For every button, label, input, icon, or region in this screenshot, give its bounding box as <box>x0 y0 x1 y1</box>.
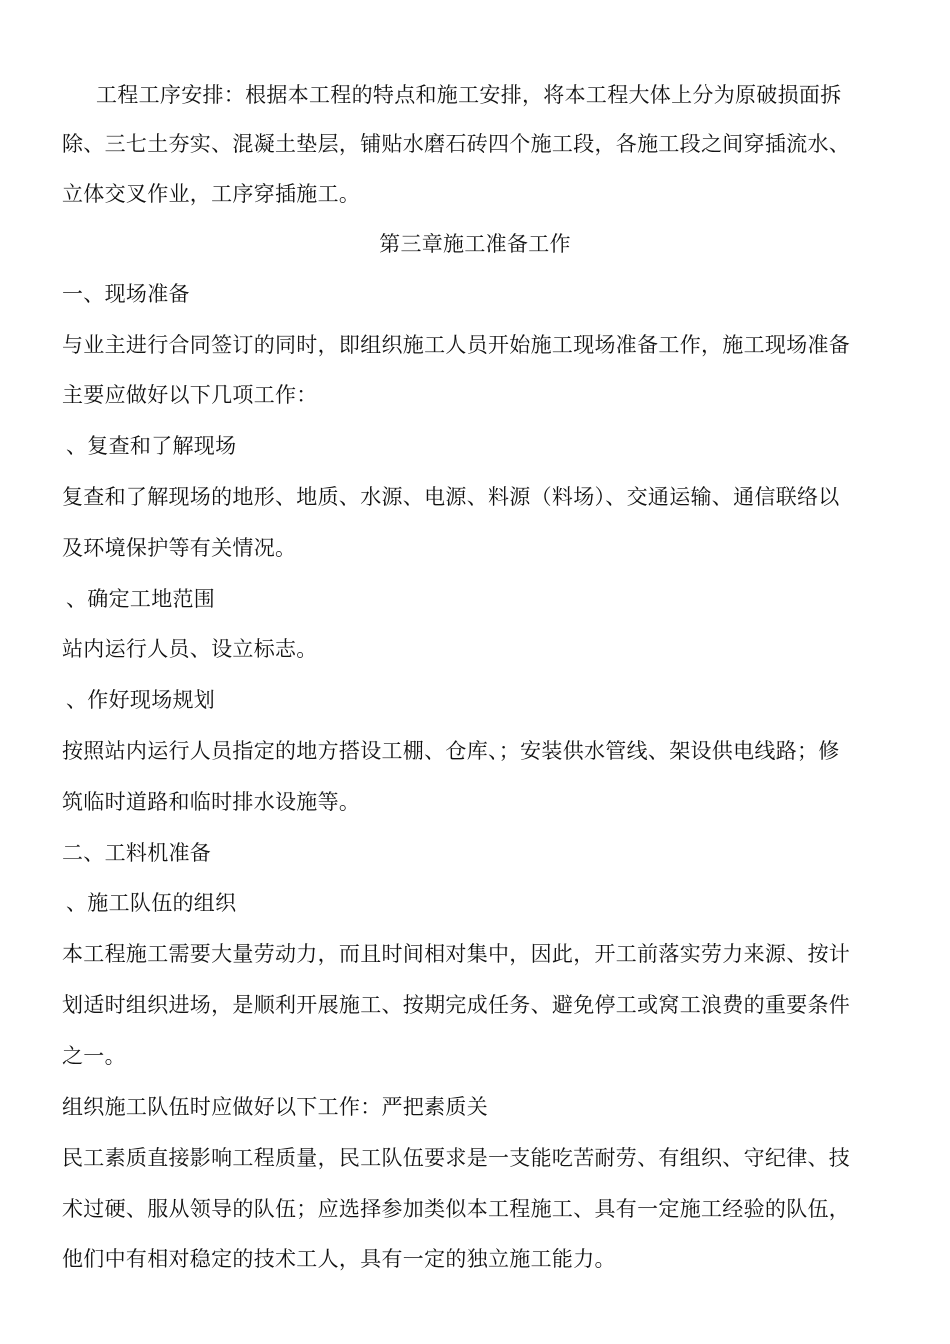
subsection-heading: 、确定工地范围 <box>66 587 216 611</box>
paragraph-line: 按照站内运行人员指定的地方搭设工棚、仓库、；安装供水管线、架设供电线路；修 <box>62 739 840 763</box>
paragraph-line: 筑临时道路和临时排水设施等。 <box>62 790 361 814</box>
paragraph-line: 术过硬、服从领导的队伍；应选择参加类似本工程施工、具有一定施工经验的队伍， <box>62 1197 851 1221</box>
paragraph-line: 及环境保护等有关情况。 <box>62 536 297 560</box>
chapter-heading: 第三章施工准备工作 <box>379 232 571 256</box>
paragraph-line: 与业主进行合同签订的同时，即组织施工人员开始施工现场准备工作，施工现场准备 <box>62 333 851 357</box>
section-heading: 二、工料机准备 <box>62 841 212 865</box>
paragraph-line: 工程工序安排：根据本工程的特点和施工安排，将本工程大体上分为原破损面拆 <box>96 83 842 107</box>
paragraph-line: 除、三七土夯实、混凝土垫层，铺贴水磨石砖四个施工段，各施工段之间穿插流水、 <box>62 132 851 156</box>
paragraph-line: 之一。 <box>62 1044 126 1068</box>
paragraph-line: 组织施工队伍时应做好以下工作：严把素质关 <box>62 1095 488 1119</box>
subsection-heading: 、复查和了解现场 <box>66 434 237 458</box>
paragraph-line: 他们中有相对稳定的技术工人，具有一定的独立施工能力。 <box>62 1247 616 1271</box>
paragraph-line: 立体交叉作业，工序穿插施工。 <box>62 182 361 206</box>
subsection-heading: 、施工队伍的组织 <box>66 891 237 915</box>
section-heading: 一、现场准备 <box>62 282 190 306</box>
paragraph-line: 复查和了解现场的地形、地质、水源、电源、料源（料场）、交通运输、通信联络以 <box>62 485 840 509</box>
paragraph-line: 站内运行人员、设立标志。 <box>62 637 318 661</box>
subsection-heading: 、作好现场规划 <box>66 688 216 712</box>
paragraph-line: 民工素质直接影响工程质量，民工队伍要求是一支能吃苦耐劳、有组织、守纪律、技 <box>62 1146 851 1170</box>
paragraph-line: 主要应做好以下几项工作： <box>62 383 318 407</box>
paragraph-line: 划适时组织进场，是顺利开展施工、按期完成任务、避免停工或窝工浪费的重要条件 <box>62 993 851 1017</box>
paragraph-line: 本工程施工需要大量劳动力，而且时间相对集中，因此，开工前落实劳力来源、按计 <box>62 942 851 966</box>
